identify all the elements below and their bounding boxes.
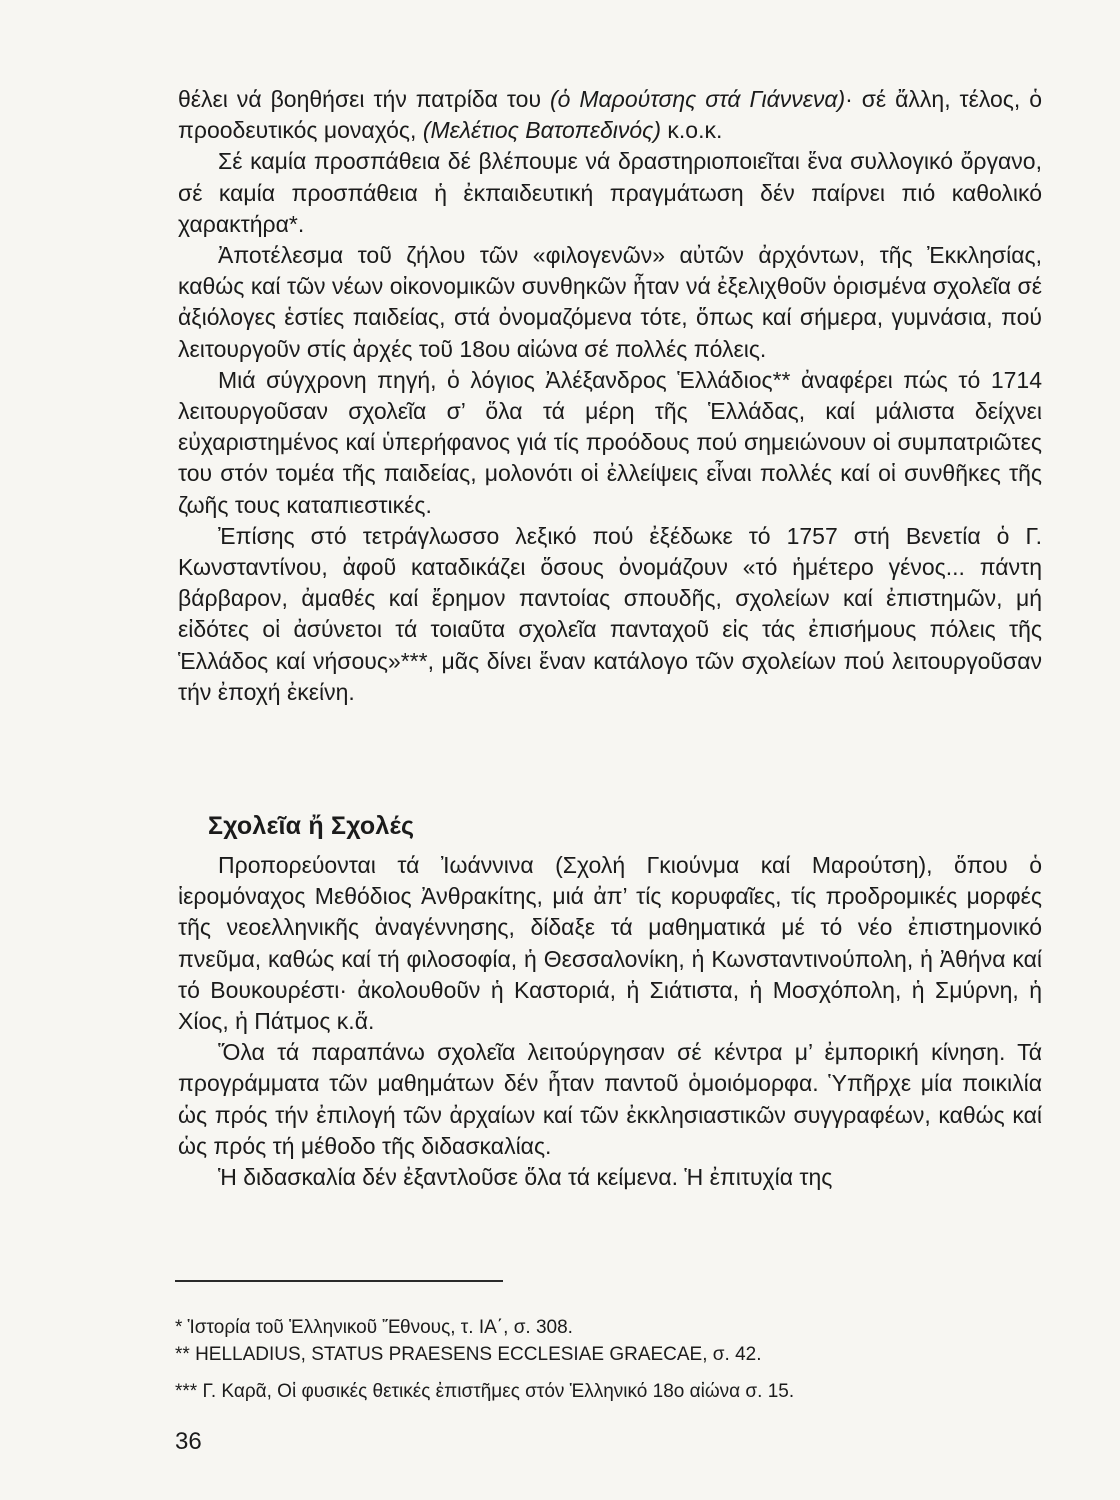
paragraph: Ἡ διδασκαλία δέν ἐξαντλοῦσε ὅλα τά κείμενα. Ἡ ἐπιτυχία της — [218, 1164, 833, 1191]
paragraph: Σέ καμία προσπάθεια δέ βλέπουμε νά δραστηριοποιεῖται ἕνα συλλογικό ὄργανο, σέ καμία προσπάθεια ἡ ἐκπαιδευτική πραγμάτωση δέν παίρνει πιό καθολικό χαρακτήρα*. — [178, 148, 1042, 237]
italic-run: (ὁ Μαρούτσης στά Γιάννενα) — [549, 86, 846, 112]
text-run: · σέ ἄλλη, τέλος, ὁ προοδευτικός μοναχός, — [178, 86, 1042, 144]
footnote-1: * Ἱστορία τοῦ Ἑλληνικοῦ Ἔθνους, τ. ΙΑ΄, σ. 308. — [175, 1317, 573, 1338]
paragraph: Μιά σύγχρονη πηγή, ὁ λόγιος Ἀλέξανδρος Ἑλλάδιος** ἀναφέρει πώς τό 1714 λειτουργοῦσαν σχολεῖα σ’ ὅλα τά μέρη τῆς Ἑλλάδας, καί μάλιστα δείχνει εὐχαριστημένος καί ὑπερήφανος γιά τίς προόδους πού σημειώνουν οἱ συμπατριῶτες του στόν τομέα τῆς παιδείας, μολονότι οἱ ἐλλείψεις εἶναι πολλές καί οἱ συνθῆκες τῆς ζωῆς τους καταπιεστικές. — [178, 366, 1042, 518]
paragraph: Ἐπίσης στό τετράγλωσσο λεξικό πού ἐξέδωκε τό 1757 στή Βενετία ὁ Γ. Κωνσταντίνου, ἀφοῦ καταδικάζει ὅσους ὀνομάζουν «τό ἡμέτερο γένος... πάντη βάρβαρον, ἀμαθές καί ἔρημον παντοίας σπουδῆς, σχολείων καί ἐπιστημῶν, μή εἰδότες οἱ ἀσύνετοι τά τοιαῦτα σχολεῖα πανταχοῦ εἰς τάς ἐπισήμους πόλεις τῆς Ἑλλάδος καί νήσους»***, μᾶς δίνει ἕναν κατάλογο τῶν σχολείων πού λειτουργοῦσαν τήν ἐποχή ἐκείνη. — [178, 522, 1042, 705]
paragraph: Ὅλα τά παραπάνω σχολεῖα λειτούργησαν σέ κέντρα μ’ ἐμπορική κίνηση. Τά προγράμματα τῶν μαθημάτων δέν ἦταν παντοῦ ὁμοιόμορφα. Ὑπῆρχε μία ποικιλία ὡς πρός τήν ἐπιλογή τῶν ἀρχαίων καί τῶν ἐκκλησιαστικῶν συγγραφέων, καθώς καί ὡς πρός τή μέθοδο τῆς διδασκαλίας. — [178, 1039, 1042, 1159]
paragraph-continuation — [178, 84, 1042, 146]
paragraph: Ἀποτέλεσμα τοῦ ζήλου τῶν «φιλογενῶν» αὐτῶν ἀρχόντων, τῆς Ἐκκλησίας, καθώς καί τῶν νέων οἰκονομικῶν συνθηκῶν ἦταν νά ἐξελιχθοῦν ὁρισμένα σχολεῖα σέ ἀξιόλογες ἑστίες παιδείας, στά ὀνομαζόμενα τότε, ὅπως καί σήμερα, γυμνάσια, πού λειτουργοῦν στίς ἀρχές τοῦ 18ου αἰώνα σέ πολλές πόλεις. — [178, 242, 1042, 362]
body-text-top — [178, 84, 1042, 708]
page-number: 36 — [175, 1428, 202, 1455]
text-run: θέλει νά βοηθήσει τήν πατρίδα του — [178, 86, 550, 112]
body-text-bottom — [178, 850, 1042, 1193]
text-run: κ.ο.κ. — [661, 117, 723, 144]
footnote-divider — [175, 1280, 503, 1282]
section-heading: Σχολεῖα ἤ Σχολές — [208, 812, 415, 840]
footnote-3: *** Γ. Καρᾶ, Οἱ φυσικές θετικές ἐπιστῆμες στόν Ἑλληνικό 18ο αἰώνα σ. 15. — [175, 1381, 795, 1402]
paragraph: Προπορεύονται τά Ἰωάννινα (Σχολή Γκιούνμα καί Μαρούτση), ὅπου ὁ ἱερομόναχος Μεθόδιος Ἀνθρακίτης, μιά ἀπ’ τίς κορυφαῖες, τίς προδρομικές μορφές τῆς νεοελληνικῆς ἀναγέννησης, δίδαξε τά μαθηματικά μέ τό νέο ἐπιστημονικό πνεῦμα, καθώς καί τή φιλοσοφία, ἡ Θεσσαλονίκη, ἡ Κωνσταντινούπολη, ἡ Ἀθήνα καί τό Βουκουρέστι· ἀκολουθοῦν ἡ Καστοριά, ἡ Σιάτιστα, ἡ Μοσχόπολη, ἡ Σμύρνη, ἡ Χίος, ἡ Πάτμος κ.ἄ. — [178, 852, 1042, 1035]
italic-run: (Μελέτιος Βατοπεδινός) — [422, 117, 661, 144]
footnote-2: ** HELLADIUS, STATUS PRAESENS ECCLESIAE GRAECAE, σ. 42. — [175, 1344, 762, 1365]
